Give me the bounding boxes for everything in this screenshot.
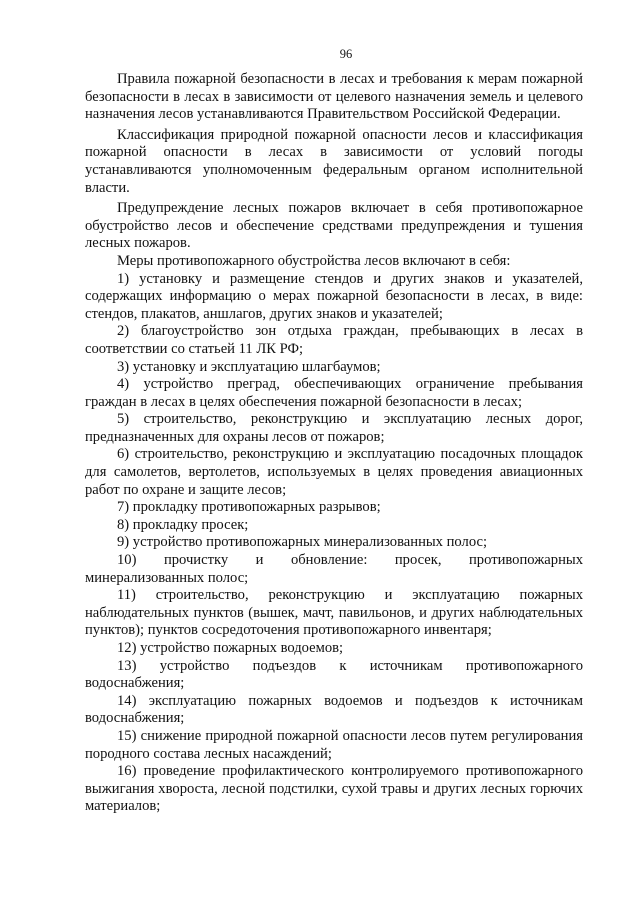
list-item-15: 15) снижение природной пожарной опасности лесов путем регулирования породного состава лесных насаждений; bbox=[85, 727, 583, 762]
list-item-3: 3) установку и эксплуатацию шлагбаумов; bbox=[117, 358, 381, 375]
list-item-5: 5) строительство, реконструкцию и эксплуатацию лесных дорог, предназначенных для охраны лесов от пожаров; bbox=[85, 411, 583, 445]
list-item-10: 10) прочистку и обновление: просек, противопожарных минерализованных полос; bbox=[85, 552, 583, 586]
paragraph-classification: Классификация природной пожарной опасности лесов и классификация пожарной опасности в лесах в зависимости от условий погоды устанавливаются уполномоченным федеральным органом исполнительной власти. bbox=[85, 126, 583, 196]
list-item-13: 13) устройство подъездов к источникам противопожарного водоснабжения; bbox=[85, 657, 583, 692]
page-number: 96 bbox=[339, 47, 353, 61]
paragraph-measures-intro: Меры противопожарного обустройства лесов включают в себя: bbox=[117, 252, 511, 269]
list-item-8: 8) прокладку просек; bbox=[117, 516, 249, 533]
list-item-4: 4) устройство преград, обеспечивающих ограничение пребывания граждан в лесах в целях обеспечения пожарной безопасности в лесах; bbox=[85, 376, 583, 410]
list-item-6: 6) строительство, реконструкцию и эксплуатацию посадочных площадок для самолетов, вертолетов, используемых в целях проведения авиационных работ по охране и защите лесов; bbox=[85, 446, 583, 498]
list-item-11: 11) строительство, реконструкцию и эксплуатацию пожарных наблюдательных пунктов (вышек, мачт, павильонов, и других наблюдательных пунктов); пунктов сосредоточения противопожарного инвентаря; bbox=[85, 587, 583, 639]
list-item-7: 7) прокладку противопожарных разрывов; bbox=[117, 499, 381, 516]
list-item-14: 14) эксплуатацию пожарных водоемов и подъездов к источникам водоснабжения; bbox=[85, 692, 583, 727]
list-item-12: 12) устройство пожарных водоемов; bbox=[117, 640, 344, 656]
paragraph-fire-rules: Правила пожарной безопасности в лесах и требования к мерам пожарной безопасности в лесах в зависимости от целевого назначения земель и целевого назначения лесов устанавливаются Правительством Российской Федерации. bbox=[85, 71, 583, 123]
list-item-2: 2) благоустройство зон отдыха граждан, пребывающих в лесах в соответствии со статьей 11 ЛК РФ; bbox=[85, 323, 583, 357]
list-item-9: 9) устройство противопожарных минерализованных полос; bbox=[117, 534, 488, 551]
list-item-16: 16) проведение профилактического контролируемого противопожарного выжигания хвороста, лесной подстилки, сухой травы и других лесных горючих материалов; bbox=[85, 763, 583, 815]
paragraph-prevention: Предупреждение лесных пожаров включает в себя противопожарное обустройство лесов и обеспечение средствами предупреждения и тушения лесных пожаров. bbox=[85, 200, 583, 252]
list-item-1: 1) установку и размещение стендов и других знаков и указателей, содержащих информацию о мерах пожарной безопасности в лесах, в виде: стендов, плакатов, аншлагов, других знаков и указателей; bbox=[85, 270, 583, 322]
